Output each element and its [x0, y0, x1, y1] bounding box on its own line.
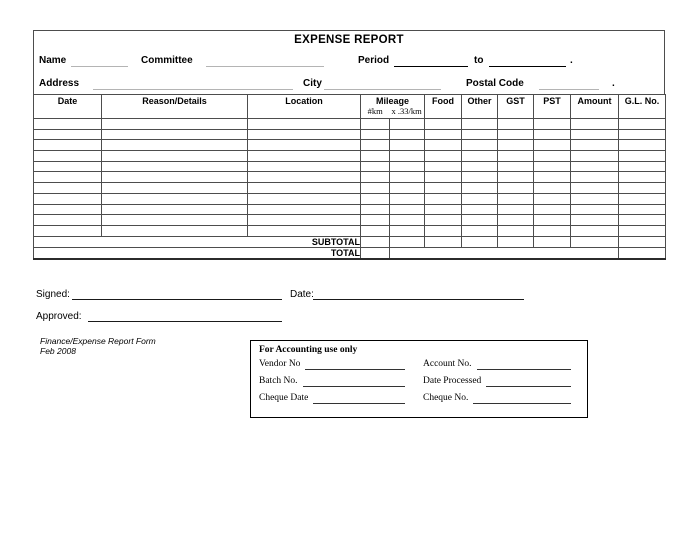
expense-cell: [571, 204, 619, 215]
expense-cell: [248, 193, 361, 204]
expense-cell: [425, 183, 462, 194]
expense-cell: [390, 119, 425, 130]
expense-cell: [534, 172, 571, 183]
expense-cell: [619, 204, 666, 215]
cheque-date-field: [259, 391, 405, 404]
expense-cell: [534, 151, 571, 162]
expense-cell: [102, 225, 248, 236]
expense-cell: [462, 151, 498, 162]
period-to-line: [489, 55, 566, 67]
expense-cell: [571, 215, 619, 226]
expense-cell: [571, 161, 619, 172]
expense-cell: [390, 151, 425, 162]
expense-cell: [390, 183, 425, 194]
expense-row: [34, 183, 666, 194]
expense-row: [34, 172, 666, 183]
expense-cell: [390, 193, 425, 204]
expense-cell: [425, 161, 462, 172]
expense-cell: [534, 140, 571, 151]
expense-cell: [361, 215, 390, 226]
expense-cell: [102, 140, 248, 151]
form-version-note: Feb 2008: [40, 346, 76, 356]
expense-cell: [619, 151, 666, 162]
expense-cell: [34, 225, 102, 236]
accounting-title: For Accounting use only: [259, 345, 358, 355]
date-processed-fill-line: [486, 375, 571, 387]
name-fill-line: [71, 55, 128, 67]
expense-cell: [534, 119, 571, 130]
expense-cell: [498, 161, 534, 172]
expense-row: [34, 140, 666, 151]
expense-cell: [498, 225, 534, 236]
cheque-no-fill-line: [473, 392, 571, 404]
vendor-no-field: [259, 357, 405, 370]
expense-cell: [248, 183, 361, 194]
expense-cell: [361, 225, 390, 236]
expense-row: [34, 129, 666, 140]
expense-cell: [248, 119, 361, 130]
total-cell: [361, 247, 390, 259]
period-to-label: to: [474, 55, 484, 66]
expense-cell: [498, 193, 534, 204]
expense-cell: [619, 225, 666, 236]
expense-cell: [619, 193, 666, 204]
subtotal-cell: [534, 236, 571, 247]
expense-cell: [248, 161, 361, 172]
col-header-food: Food: [425, 95, 462, 119]
expense-cell: [534, 204, 571, 215]
expense-cell: [34, 215, 102, 226]
vendor-no-label: Vendor No: [259, 359, 301, 369]
expense-cell: [534, 183, 571, 194]
expense-cell: [361, 193, 390, 204]
expense-cell: [534, 129, 571, 140]
mileage-title: Mileage: [376, 96, 410, 106]
col-header-gl-no: G.L. No.: [619, 95, 666, 119]
expense-cell: [425, 172, 462, 183]
expense-cell: [102, 183, 248, 194]
signed-label: Signed:: [36, 289, 70, 300]
expense-cell: [425, 215, 462, 226]
expense-cell: [425, 193, 462, 204]
expense-cell: [102, 193, 248, 204]
expense-cell: [102, 129, 248, 140]
col-header-other: Other: [462, 95, 498, 119]
expense-cell: [425, 140, 462, 151]
expense-row: [34, 119, 666, 130]
expense-cell: [498, 183, 534, 194]
account-no-fill-line: [477, 358, 571, 370]
expense-cell: [248, 151, 361, 162]
cheque-date-label: Cheque Date: [259, 393, 309, 403]
mileage-rate-label: x .33/km: [391, 106, 422, 116]
expense-cell: [390, 215, 425, 226]
expense-cell: [34, 193, 102, 204]
expense-cell: [102, 215, 248, 226]
expense-cell: [248, 140, 361, 151]
expense-cell: [34, 183, 102, 194]
subtotal-cell: [498, 236, 534, 247]
committee-label: Committee: [141, 55, 193, 66]
col-header-location: Location: [248, 95, 361, 119]
expense-cell: [425, 204, 462, 215]
expense-cell: [571, 225, 619, 236]
expense-cell: [619, 161, 666, 172]
subtotal-label: SUBTOTAL: [34, 236, 361, 247]
expense-cell: [361, 129, 390, 140]
cheque-no-label: Cheque No.: [423, 393, 469, 403]
subtotal-cell: [425, 236, 462, 247]
expense-cell: [571, 140, 619, 151]
expense-cell: [361, 140, 390, 151]
period-end-period: .: [570, 55, 573, 66]
expense-cell: [34, 151, 102, 162]
expense-cell: [34, 161, 102, 172]
account-no-label: Account No.: [423, 359, 472, 369]
subtotal-cell: [571, 236, 619, 247]
page-title: EXPENSE REPORT: [294, 34, 404, 46]
expense-cell: [248, 215, 361, 226]
expense-cell: [248, 129, 361, 140]
expense-cell: [390, 161, 425, 172]
approved-label: Approved:: [36, 311, 82, 322]
city-label: City: [303, 78, 322, 89]
period-label: Period: [358, 55, 390, 66]
expense-cell: [361, 119, 390, 130]
cheque-date-fill-line: [313, 392, 405, 404]
cheque-no-field: [423, 391, 571, 404]
col-header-amount: Amount: [571, 95, 619, 119]
total-merged-cell: [390, 247, 619, 259]
mileage-km-label: #km: [367, 106, 383, 116]
expense-cell: [619, 129, 666, 140]
expense-row: [34, 151, 666, 162]
expense-cell: [462, 215, 498, 226]
expense-cell: [462, 193, 498, 204]
col-header-mileage: [361, 95, 425, 119]
expense-cell: [498, 151, 534, 162]
approved-fill-line: [88, 311, 282, 322]
expense-cell: [498, 129, 534, 140]
expense-cell: [425, 225, 462, 236]
expense-cell: [102, 151, 248, 162]
expense-cell: [102, 119, 248, 130]
expense-row: [34, 193, 666, 204]
expense-cell: [462, 225, 498, 236]
expense-cell: [390, 225, 425, 236]
expense-cell: [498, 172, 534, 183]
expense-cell: [361, 204, 390, 215]
col-header-gst: GST: [498, 95, 534, 119]
expense-cell: [102, 204, 248, 215]
signed-fill-line: [72, 289, 282, 300]
expense-cell: [619, 215, 666, 226]
mileage-sub-header: [361, 107, 424, 116]
expense-cell: [425, 129, 462, 140]
address-label: Address: [39, 78, 80, 89]
expense-cell: [498, 140, 534, 151]
expense-cell: [498, 119, 534, 130]
expense-cell: [571, 183, 619, 194]
expense-cell: [534, 225, 571, 236]
subtotal-cell: [462, 236, 498, 247]
expense-cell: [571, 172, 619, 183]
total-row: [34, 247, 666, 259]
expense-cell: [425, 119, 462, 130]
expense-cell: [571, 119, 619, 130]
expense-cell: [248, 204, 361, 215]
subtotal-cell: [619, 236, 666, 247]
expense-row: [34, 225, 666, 236]
expense-cell: [34, 129, 102, 140]
batch-no-label: Batch No.: [259, 376, 298, 386]
expense-cell: [34, 119, 102, 130]
batch-no-fill-line: [303, 375, 405, 387]
expense-cell: [498, 204, 534, 215]
col-header-date: Date: [34, 95, 102, 119]
subtotal-cell: [390, 236, 425, 247]
account-no-field: [423, 357, 571, 370]
name-label: Name: [39, 55, 67, 66]
expense-cell: [534, 193, 571, 204]
date-processed-label: Date Processed: [423, 376, 482, 386]
total-label: TOTAL: [34, 247, 361, 259]
expense-cell: [425, 151, 462, 162]
expense-cell: [534, 161, 571, 172]
expense-cell: [34, 140, 102, 151]
expense-cell: [462, 119, 498, 130]
postal-end-period: .: [612, 78, 615, 89]
total-gl-cell: [619, 247, 666, 259]
expense-cell: [498, 215, 534, 226]
expense-cell: [248, 225, 361, 236]
postal-code-fill-line: [539, 78, 599, 90]
accounting-box: [250, 340, 588, 418]
subtotal-row: [34, 236, 666, 247]
expense-row: [34, 161, 666, 172]
sign-date-fill-line: [313, 289, 524, 300]
expense-cell: [390, 140, 425, 151]
expense-cell: [361, 151, 390, 162]
expense-cell: [619, 183, 666, 194]
batch-no-field: [259, 374, 405, 387]
expense-cell: [34, 172, 102, 183]
city-fill-line: [324, 78, 441, 90]
expense-cell: [462, 129, 498, 140]
col-header-pst: PST: [534, 95, 571, 119]
period-from-line: [394, 55, 468, 67]
subtotal-cell: [361, 236, 390, 247]
expense-cell: [361, 161, 390, 172]
expense-cell: [34, 204, 102, 215]
expense-row: [34, 204, 666, 215]
expense-cell: [462, 204, 498, 215]
expense-cell: [390, 204, 425, 215]
expense-cell: [248, 172, 361, 183]
expense-cell: [390, 172, 425, 183]
vendor-no-fill-line: [305, 358, 405, 370]
expense-cell: [462, 161, 498, 172]
address-fill-line: [93, 78, 293, 90]
expense-cell: [571, 129, 619, 140]
table-header-row: [34, 95, 666, 119]
postal-code-label: Postal Code: [466, 78, 524, 89]
expense-cell: [534, 215, 571, 226]
expense-cell: [361, 183, 390, 194]
expense-table: [33, 94, 666, 260]
committee-fill-line: [206, 55, 324, 67]
expense-cell: [619, 172, 666, 183]
expense-cell: [462, 183, 498, 194]
expense-cell: [619, 140, 666, 151]
expense-cell: [462, 140, 498, 151]
expense-cell: [102, 161, 248, 172]
date-processed-field: [423, 374, 571, 387]
expense-cell: [102, 172, 248, 183]
col-header-reason: Reason/Details: [102, 95, 248, 119]
form-header-box: [33, 30, 665, 95]
expense-cell: [619, 119, 666, 130]
expense-cell: [571, 193, 619, 204]
expense-row: [34, 215, 666, 226]
expense-cell: [361, 172, 390, 183]
expense-cell: [571, 151, 619, 162]
expense-cell: [462, 172, 498, 183]
expense-table-body: [34, 119, 666, 237]
expense-cell: [390, 129, 425, 140]
sign-date-label: Date:: [290, 289, 314, 300]
form-name-note: Finance/Expense Report Form: [40, 336, 156, 346]
